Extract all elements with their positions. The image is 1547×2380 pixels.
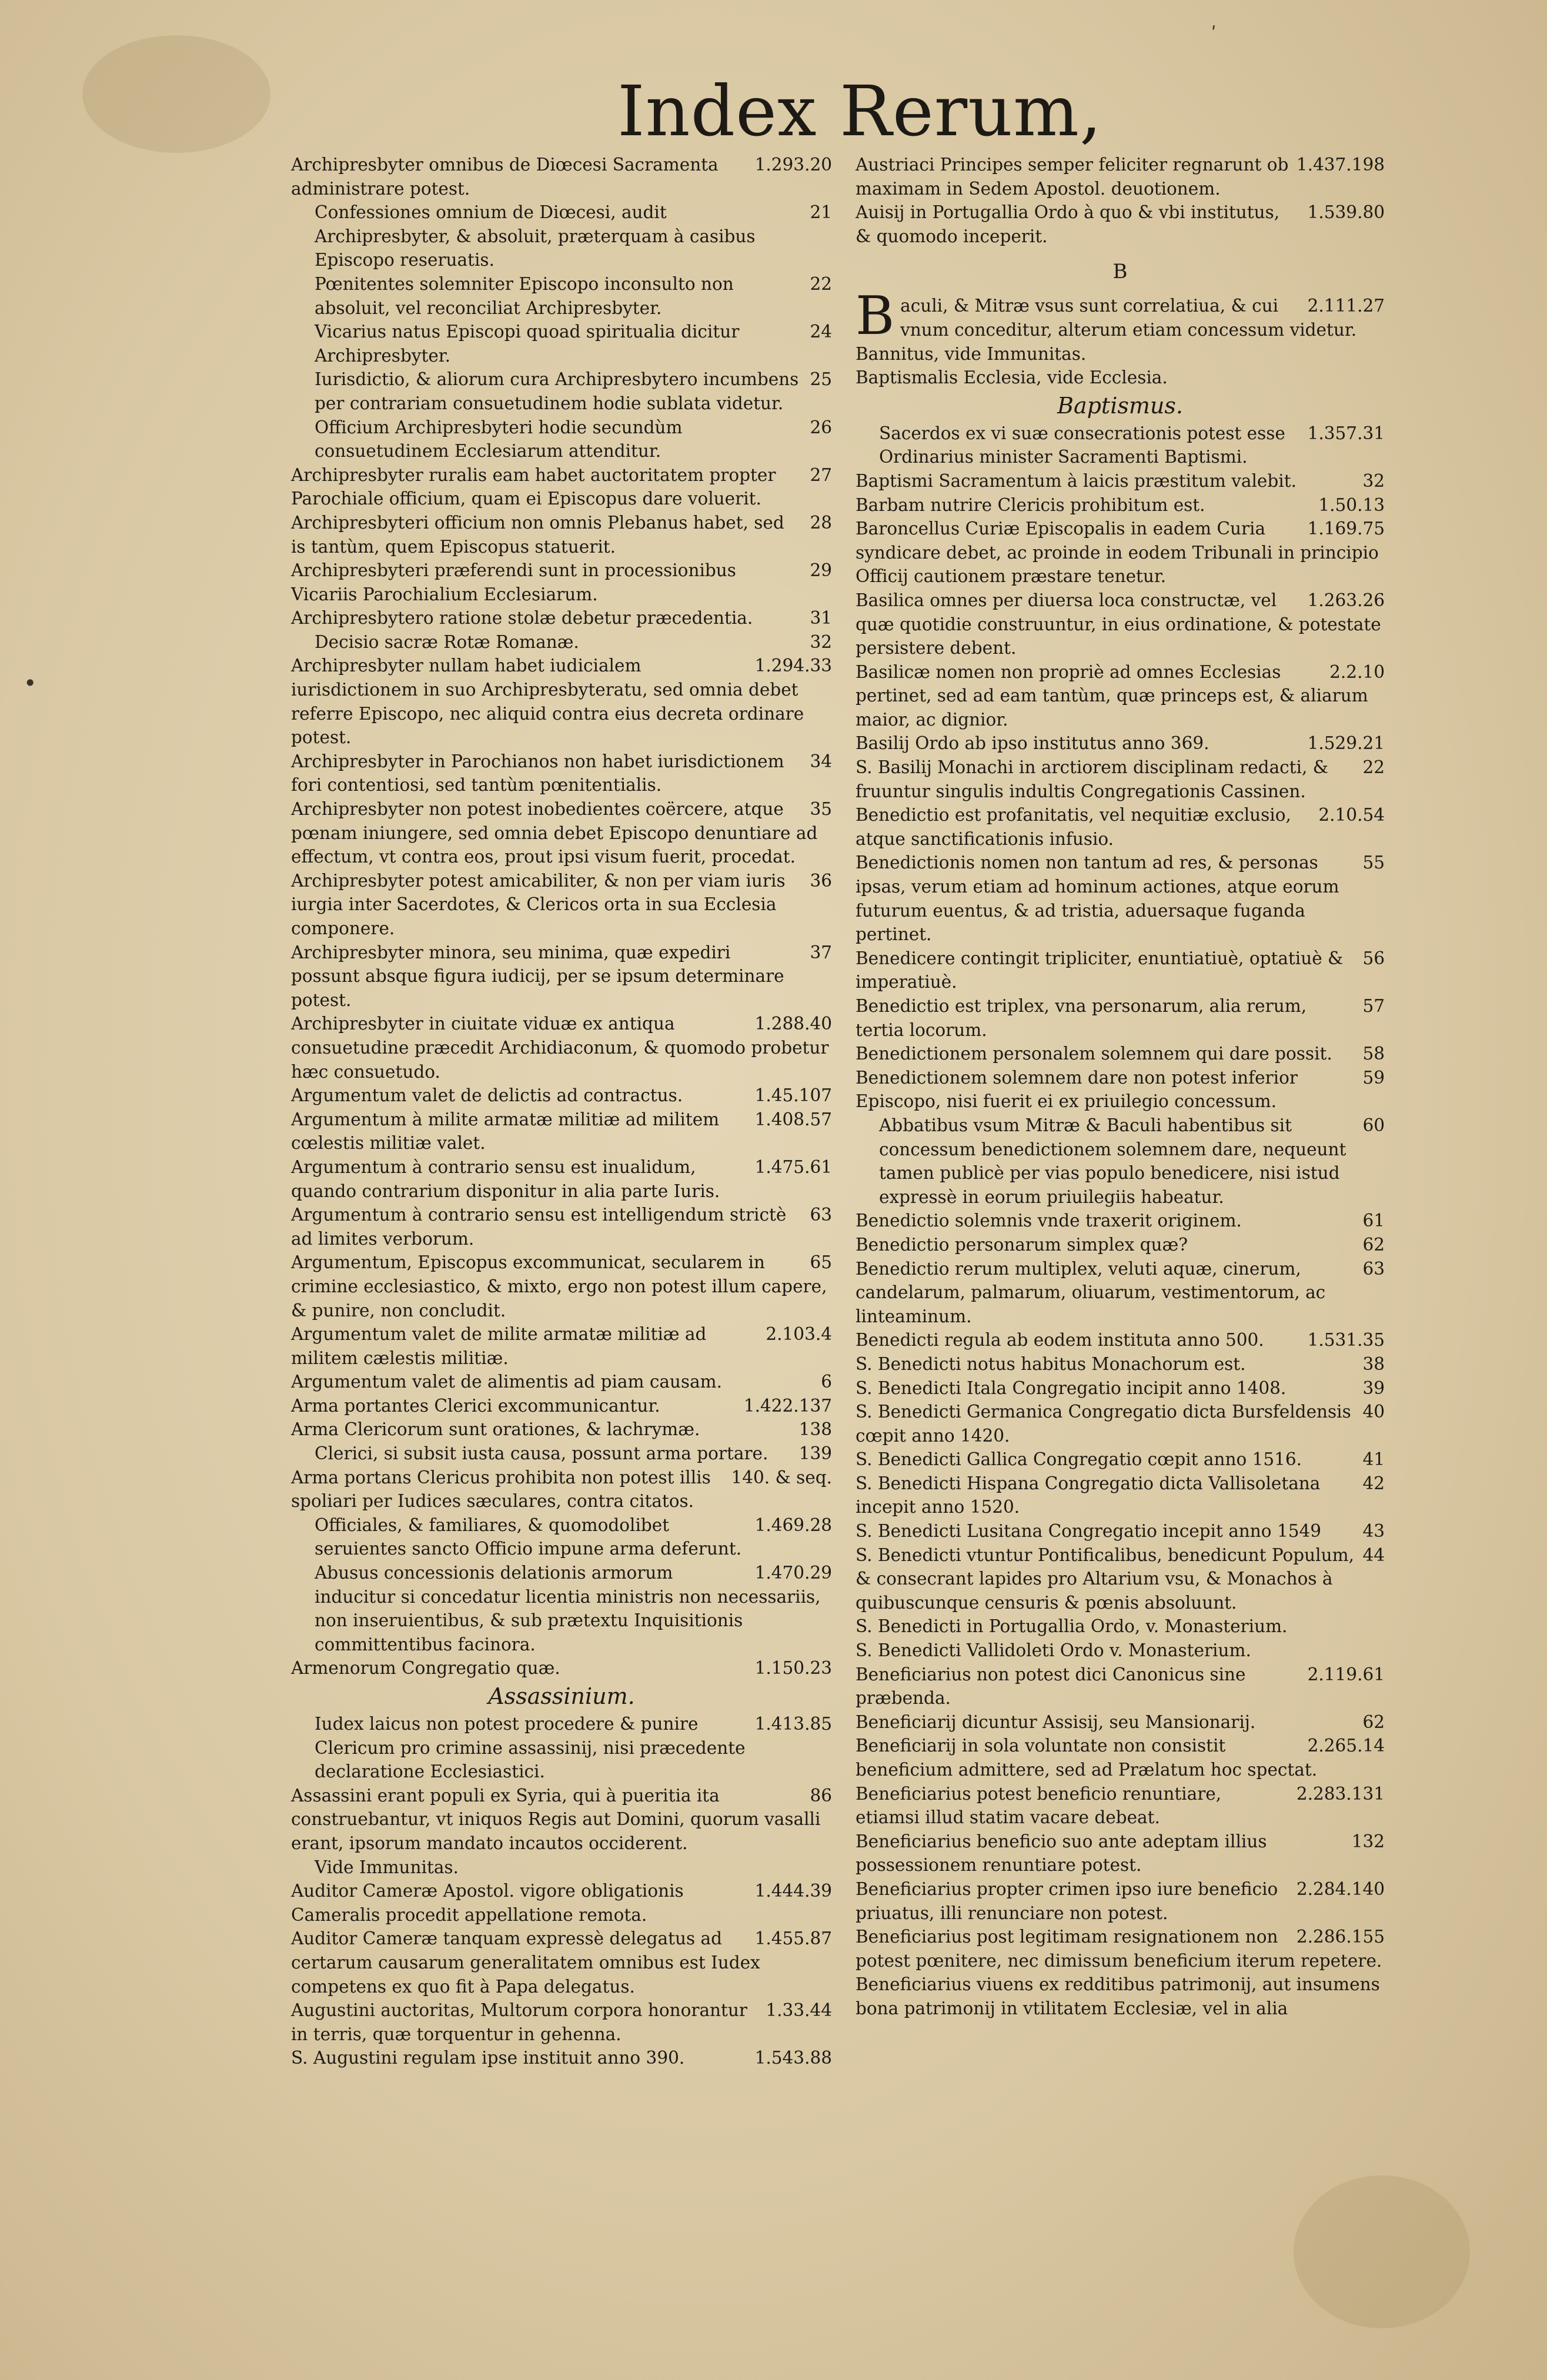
entry-reference: 57 [1362, 996, 1385, 1016]
entry-reference: 55 [1362, 853, 1385, 873]
index-entry [291, 1108, 832, 1155]
entry-reference: 60 [1362, 1115, 1385, 1135]
entry-text: Austriaci Principes semper feliciter regnarunt ob maximam in Sedem Apostol. deuotionem. [856, 155, 1289, 199]
index-entry [856, 366, 1385, 390]
section-letter: B [1112, 260, 1128, 284]
entry-text: Arma portans Clericus prohibita non potest illis spoliari per Iudices sæculares, contra citatos. [291, 1467, 711, 1512]
index-entry [856, 1639, 1385, 1663]
index-entry [291, 1561, 832, 1656]
entry-reference: 34 [810, 751, 832, 771]
index-entry [291, 1466, 832, 1513]
entry-reference: 43 [1362, 1521, 1385, 1542]
index-entry [291, 1513, 832, 1561]
margin-mark: ʹ [1211, 24, 1217, 44]
entry-reference: 1.33.44 [766, 2000, 832, 2021]
entry-reference: 62 [1362, 1712, 1385, 1732]
entry-reference: 1.455.87 [754, 1928, 832, 1949]
entry-text: Augustini auctoritas, Multorum corpora honorantur in terris, quæ torquentur in gehenna. [291, 2000, 747, 2044]
entry-reference: 26 [810, 417, 832, 437]
entry-reference: 1.263.26 [1307, 590, 1385, 610]
entry-text: Beneficiarij in sola voluntate non consistit beneficium admittere, sed ad Prælatum hoc spectat. [856, 1736, 1318, 1780]
entry-reference: 63 [810, 1205, 832, 1225]
entry-reference: 28 [810, 512, 832, 533]
right-column [856, 153, 1385, 2021]
entry-reference: 1.288.40 [754, 1014, 832, 1034]
entry-reference: 1.413.85 [754, 1714, 832, 1734]
entry-text: Archipresbyteri officium non omnis Plebanus habet, sed is tantùm, quem Episcopus statuerit. [291, 512, 784, 557]
index-entry [856, 493, 1385, 517]
entry-text: Beneficiarius post legitimam resignationem non potest pœnitere, nec dimissum beneficium iterum repetere. [856, 1927, 1382, 1971]
entry-text: S. Benedicti Gallica Congregatio cœpit anno 1516. [856, 1449, 1302, 1470]
entry-text: Baculi, & Mitræ vsus sunt correlatiua, & cui vnum conceditur, alterum etiam concessum videtur. [856, 285, 1357, 347]
entry-text: Confessiones omnium de Diœcesi, audit Archipresbyter, & absoluit, præterquam à casibus Episcopo reseruatis. [315, 202, 756, 270]
index-entry [856, 285, 1385, 347]
entry-text: Benedictionis nomen non tantum ad res, & personas ipsas, verum etiam ad hominum actiones, atque eorum futurum euentus, & ad tristia, aduersaque fuganda pertinet. [856, 853, 1339, 945]
index-entry [856, 1233, 1385, 1257]
entry-text: Abusus concessionis delationis armorum inducitur si concedatur licentia ministris non necessariis, non inseruientibus, & sub prætextu Inquisitionis committentibus facinora. [315, 1563, 821, 1654]
entry-text: Beneficiarius viuens ex redditibus patrimonij, aut insumens bona patrimonij in vtilitatem Ecclesiæ, vel in alia [856, 1974, 1380, 2018]
index-entry [856, 422, 1385, 469]
index-entry [856, 803, 1385, 851]
entry-text: Armenorum Congregatio quæ. [291, 1658, 560, 1679]
entry-reference: 63 [1362, 1258, 1385, 1279]
entry-reference: 2.111.27 [1307, 296, 1385, 316]
index-entry [291, 1394, 832, 1418]
entry-reference: 1.294.33 [754, 656, 832, 676]
entry-reference: 21 [810, 202, 832, 223]
entry-text: Archipresbyter ruralis eam habet auctoritatem propter Parochiale officium, quam ei Episcopus dare voluerit. [291, 464, 776, 509]
index-entry [856, 1257, 1385, 1329]
entry-reference: 1.529.21 [1307, 733, 1385, 754]
index-entry [856, 1830, 1385, 1877]
entry-text: Benedictio rerum multiplex, veluti aquæ, cinerum, candelarum, palmarum, oliuarum, vestimentorum, ac linteaminum. [856, 1258, 1326, 1326]
entry-reference: 35 [810, 799, 832, 820]
entry-text: Beneficiarius non potest dici Canonicus sine præbenda. [856, 1664, 1246, 1709]
index-entry [856, 153, 1385, 200]
index-entry [856, 1352, 1385, 1376]
index-entry [856, 756, 1385, 803]
entry-text: Barbam nutrire Clericis prohibitum est. [856, 494, 1205, 515]
entry-text: Benedictionem personalem solemnem qui dare possit. [856, 1044, 1332, 1064]
index-entry [291, 1656, 832, 1680]
entry-text: Argumentum à milite armatæ militiæ ad militem cœlestis militiæ valet. [291, 1109, 720, 1154]
entry-text: Benedictio est triplex, vna personarum, alia rerum, tertia locorum. [856, 996, 1307, 1040]
entry-text: Benedicti regula ab eodem instituta anno 500. [856, 1330, 1264, 1351]
paper-stain [1294, 2175, 1470, 2328]
entry-reference: 2.265.14 [1307, 1736, 1385, 1756]
entry-reference: 1.408.57 [754, 1109, 832, 1129]
entry-text: S. Augustini regulam ipse instituit anno 390. [291, 2048, 685, 2068]
entry-reference: 40 [1362, 1402, 1385, 1422]
index-entry [856, 1448, 1385, 1472]
index-entry [856, 1472, 1385, 1519]
index-entry [856, 1877, 1385, 1925]
entry-reference: 2.103.4 [766, 1324, 832, 1345]
right-column-main [856, 285, 1385, 2020]
index-entry [856, 1066, 1385, 1114]
entry-text: Auditor Cameræ Apostol. vigore obligationis Cameralis procedit appellatione remota. [291, 1881, 684, 1925]
entry-reference: 1.50.13 [1318, 494, 1385, 515]
right-column-top [856, 153, 1385, 248]
entry-text: Baptismalis Ecclesia, vide Ecclesia. [856, 367, 1168, 388]
entry-text: S. Benedicti Itala Congregatio incipit anno 1408. [856, 1378, 1287, 1398]
entry-reference: 2.284.140 [1296, 1878, 1385, 1899]
index-entry [291, 1998, 832, 2046]
entry-reference: 132 [1351, 1831, 1385, 1851]
entry-reference: 2.286.155 [1296, 1927, 1385, 1947]
index-entry [291, 1012, 832, 1084]
index-entry [856, 1400, 1385, 1448]
entry-text: Baptismi Sacramentum à laicis præstitum valebit. [856, 470, 1297, 491]
index-entry [856, 342, 1385, 366]
entry-text: Vide Immunitas. [315, 1857, 459, 1877]
entry-text: Sacerdos ex vi suæ consecrationis potest esse Ordinarius minister Sacramenti Baptismi. [879, 423, 1285, 467]
entry-text: Basilicæ nomen non propriè ad omnes Ecclesias pertinet, sed ad eam tantùm, quæ princeps est, & aliarum maior, ac dignior. [856, 661, 1368, 730]
entry-reference: 1.293.20 [754, 155, 832, 175]
entry-reference: 31 [810, 608, 832, 629]
entry-text: Benedictionem solemnem dare non potest inferior Episcopo, nisi fuerit ei ex priuilegio concessum. [856, 1067, 1298, 1112]
entry-text: S. Benedicti notus habitus Monachorum est. [856, 1353, 1246, 1374]
entry-text: Benedicere contingit tripliciter, enuntiatiuè, optatiuè & imperatiuè. [856, 948, 1344, 992]
entry-reference: 1.357.31 [1307, 423, 1385, 443]
entry-reference: 25 [810, 369, 832, 390]
index-entry [856, 731, 1385, 756]
entry-text: Officiales, & familiares, & quomodolibet seruientes sancto Officio impune arma deferunt. [315, 1515, 742, 1559]
index-entry [291, 511, 832, 559]
entry-reference: 86 [810, 1785, 832, 1806]
index-entry [291, 797, 832, 869]
index-entry [291, 559, 832, 606]
entry-reference: 1.45.107 [754, 1085, 832, 1106]
index-entry [856, 1114, 1385, 1209]
index-entry [856, 1734, 1385, 1781]
entry-text: Archipresbyter non potest inobedientes coërcere, atque pœnam iniungere, sed omnia debet Episcopo denuntiare ad effectum, vt contra eos, prout ipsi visum fuerit, procedat. [291, 799, 818, 867]
index-entry [856, 589, 1385, 660]
entry-text: Beneficiarij dicuntur Assisij, seu Mansionarij. [856, 1712, 1256, 1732]
entry-reference: 36 [810, 870, 832, 891]
index-entry [291, 1370, 832, 1394]
entry-text: S. Benedicti Hispana Congregatio dicta Vallisoletana incepit anno 1520. [856, 1473, 1321, 1517]
entry-reference: 27 [810, 464, 832, 485]
entry-text: Arma Clericorum sunt orationes, & lachrymæ. [291, 1419, 700, 1440]
entry-text: Argumentum à contrario sensu est inualidum, quando contrarium disponitur in alia parte Iuris. [291, 1156, 720, 1201]
entry-reference: 39 [1362, 1378, 1385, 1398]
entry-text: Clerici, si subsit iusta causa, possunt arma portare. [315, 1443, 769, 1464]
entry-reference: 32 [1362, 470, 1385, 491]
entry-reference: 37 [810, 942, 832, 962]
index-entry [856, 1209, 1385, 1233]
entry-reference: 22 [810, 273, 832, 294]
index-entry [856, 517, 1385, 589]
index-entry [291, 941, 832, 1012]
index-entry [291, 1155, 832, 1203]
entry-reference: 1.539.80 [1307, 202, 1385, 223]
entry-text: Arma portantes Clerici excommunicantur. [291, 1395, 660, 1416]
margin-dot: • [24, 670, 37, 696]
entry-text: Assassini erant populi ex Syria, qui à pueritia ita construebantur, vt iniquos Regis aut Domini, quorum vasalli erant, ipsorum mandato incautos occiderent. [291, 1785, 821, 1853]
entry-text: Archipresbyter potest amicabiliter, & non per viam iuris iurgia inter Sacerdotes, & Clericos orta in sua Ecclesia componere. [291, 870, 786, 938]
entry-text: Bannitus, vide Immunitas. [856, 343, 1087, 364]
entry-text: Abbatibus vsum Mitræ & Baculi habentibus sit concessum benedictionem solemnem dare, nequeunt tamen publicè per vias populo benedicere, nisi istud expressè in eorum priuilegiis habeatur. [879, 1115, 1346, 1207]
index-entry [291, 606, 832, 630]
entry-reference: 1.543.88 [754, 2048, 832, 2068]
entry-reference: 59 [1362, 1067, 1385, 1088]
index-entry [856, 851, 1385, 946]
entry-reference: 1.437.198 [1296, 155, 1385, 175]
entry-reference: 65 [810, 1252, 832, 1273]
section-heading: Baptismus. [1057, 392, 1183, 419]
index-entry [291, 750, 832, 797]
entry-reference: 140. & seq. [731, 1467, 832, 1488]
index-entry [291, 416, 832, 463]
entry-reference: 1.444.39 [754, 1881, 832, 1901]
index-entry [856, 947, 1385, 994]
entry-reference: 56 [1362, 948, 1385, 968]
index-entry [291, 1856, 832, 1880]
entry-text: Basilij Ordo ab ipso institutus anno 369. [856, 733, 1209, 754]
index-entry [856, 1925, 1385, 1973]
entry-reference: 2.10.54 [1318, 805, 1385, 825]
entry-reference: 1.422.137 [743, 1395, 832, 1416]
entry-text: Archipresbyter nullam habet iudicialem iurisdictionem in suo Archipresbyteratu, sed omnia debet referre Episcopo, nec aliquid contra eius decreta ordinare potest. [291, 656, 804, 748]
entry-text: Pœnitentes solemniter Episcopo inconsulto non absoluit, vel reconciliat Archipresbyter. [315, 273, 734, 318]
index-entry [856, 1376, 1385, 1400]
entry-reference: 58 [1362, 1044, 1385, 1064]
page-title: Index Rerum, [617, 71, 1102, 152]
entry-text: Benedictio est profanitatis, vel nequitiæ exclusio, atque sanctificationis infusio. [856, 805, 1291, 849]
index-entry [291, 869, 832, 941]
entry-text: Auisij in Portugallia Ordo à quo & vbi institutus, & quomodo inceperit. [856, 202, 1280, 246]
entry-text: S. Benedicti Lusitana Congregatio incepit anno 1549 [856, 1521, 1322, 1542]
paper-stain [82, 35, 270, 153]
index-entry [856, 1543, 1385, 1615]
entry-text: Iurisdictio, & aliorum cura Archipresbytero incumbens per contrariam consuetudinem hodie sublata videtur. [315, 369, 799, 413]
entry-reference: 2.2.10 [1329, 661, 1385, 682]
left-column [291, 153, 832, 2070]
index-entry [291, 630, 832, 654]
entry-reference: 41 [1362, 1449, 1385, 1470]
index-entry [856, 469, 1385, 493]
entry-reference: 138 [798, 1419, 832, 1440]
entry-reference: 1.469.28 [754, 1515, 832, 1535]
entry-text: Argumentum valet de delictis ad contractus. [291, 1085, 683, 1106]
index-entry [291, 320, 832, 367]
index-entry [291, 463, 832, 511]
entry-reference: 29 [810, 560, 832, 581]
index-entry [291, 1712, 832, 1784]
index-entry [291, 367, 832, 415]
index-entry [291, 1418, 832, 1442]
index-entry [291, 1084, 832, 1108]
entry-text: Iudex laicus non potest procedere & punire Clericum pro crimine assassinij, nisi præcedente declaratione Ecclesiastici. [315, 1714, 746, 1782]
entry-text: S. Benedicti vtuntur Pontificalibus, benedicunt Populum, & consecrant lapides pro Altarium vsu, & Monachos à quibuscunque censuris & pœnis absoluunt. [856, 1545, 1354, 1613]
entry-text: Beneficiarius potest beneficio renuntiare, etiamsi illud statim vacare debeat. [856, 1783, 1222, 1828]
entry-reference: 6 [821, 1372, 832, 1392]
index-entry [856, 1973, 1385, 2020]
entry-text: S. Basilij Monachi in arctiorem disciplinam redacti, & fruuntur singulis indultis Congregationis Cassinen. [856, 757, 1328, 801]
index-entry [291, 1784, 832, 1856]
section-heading: Assassinium. [488, 1683, 635, 1709]
index-entry [856, 660, 1385, 732]
index-entry [856, 1519, 1385, 1543]
index-entry [856, 1042, 1385, 1066]
entry-text: Vicarius natus Episcopi quoad spiritualia dicitur Archipresbyter. [315, 322, 740, 366]
entry-reference: 1.470.29 [754, 1563, 832, 1583]
entry-text: Archipresbyter omnibus de Diœcesi Sacramenta administrare potest. [291, 155, 719, 199]
entry-text: Benedictio personarum simplex quæ? [856, 1234, 1188, 1255]
entry-reference: 38 [1362, 1353, 1385, 1374]
entry-text: Argumentum, Episcopus excommunicat, secularem in crimine ecclesiastico, & mixto, ergo non potest illum capere, & punire, non concludit. [291, 1252, 827, 1321]
index-entry [291, 1203, 832, 1251]
entry-reference: 1.150.23 [754, 1658, 832, 1679]
entry-reference: 2.119.61 [1307, 1664, 1385, 1684]
entry-text: Archipresbytero ratione stolæ debetur præcedentia. [291, 608, 753, 629]
entry-reference: 24 [810, 322, 832, 342]
entry-text: Archipresbyter in Parochianos non habet iurisdictionem fori contentiosi, sed tantùm pœnitentialis. [291, 751, 784, 795]
entry-reference: 61 [1362, 1211, 1385, 1231]
index-entry [291, 153, 832, 200]
entry-reference: 1.169.75 [1307, 519, 1385, 539]
entry-reference: 2.283.131 [1296, 1783, 1385, 1804]
index-entry [291, 272, 832, 320]
entry-reference: 1.531.35 [1307, 1330, 1385, 1351]
index-entry [291, 1322, 832, 1370]
index-entry [856, 1782, 1385, 1830]
index-entry [856, 1328, 1385, 1352]
entry-text: S. Benedicti Vallidoleti Ordo v. Monasterium. [856, 1640, 1251, 1661]
entry-reference: 139 [798, 1443, 832, 1464]
index-entry [291, 1927, 832, 1998]
entry-text: Basilica omnes per diuersa loca constructæ, vel quæ quotidie construuntur, in eius ordinatione, & potestate persistere debent. [856, 590, 1381, 658]
entry-reference: 22 [1362, 757, 1385, 778]
entry-reference: 44 [1362, 1545, 1385, 1565]
entry-text: Beneficiarius beneficio suo ante adeptam illius possessionem renuntiare potest. [856, 1831, 1267, 1876]
entry-text: Auditor Cameræ tanquam expressè delegatus ad certarum causarum generalitatem omnibus est Iudex competens ex quo fit à Papa delegatus. [291, 1928, 760, 1997]
entry-text: Argumentum valet de alimentis ad piam causam. [291, 1372, 723, 1392]
index-entry [856, 1663, 1385, 1710]
index-entry [856, 1710, 1385, 1734]
index-entry [856, 994, 1385, 1042]
entry-text: Archipresbyter in ciuitate viduæ ex antiqua consuetudine præcedit Archidiaconum, & quomodo probetur hæc consuetudo. [291, 1014, 829, 1082]
entry-text: Decisio sacræ Rotæ Romanæ. [315, 631, 579, 652]
entry-text: Beneficiarius propter crimen ipso iure beneficio priuatus, illi renunciare non potest. [856, 1878, 1278, 1923]
index-entry [291, 1251, 832, 1322]
entry-reference: 42 [1362, 1473, 1385, 1493]
index-entry [856, 200, 1385, 248]
entry-text: Benedictio solemnis vnde traxerit originem. [856, 1211, 1242, 1231]
entry-text: Argumentum valet de milite armatæ militiæ ad militem cælestis militiæ. [291, 1324, 707, 1368]
index-entry [856, 1614, 1385, 1639]
entry-text: Archipresbyter minora, seu minima, quæ expediri possunt absque figura iudicij, per se ipsum determinare potest. [291, 942, 784, 1010]
index-entry [291, 1442, 832, 1466]
index-entry [291, 2046, 832, 2070]
index-entry [291, 654, 832, 749]
entry-text: Baroncellus Curiæ Episcopalis in eadem Curia syndicare debet, ac proinde in eodem Tribunali in principio Officij cautionem præstare tenetur. [856, 519, 1379, 587]
entry-text: S. Benedicti Germanica Congregatio dicta Bursfeldensis cœpit anno 1420. [856, 1402, 1351, 1446]
entry-text: S. Benedicti in Portugallia Ordo, v. Monasterium. [856, 1616, 1288, 1637]
entry-reference: 62 [1362, 1234, 1385, 1255]
entry-reference: 1.475.61 [754, 1156, 832, 1177]
index-entry [291, 200, 832, 272]
entry-text: Archipresbyteri præferendi sunt in processionibus Vicariis Parochialium Ecclesiarum. [291, 560, 736, 604]
entry-reference: 32 [810, 631, 832, 652]
index-entry [291, 1879, 832, 1927]
entry-text: Argumentum à contrario sensu est intelligendum strictè ad limites verborum. [291, 1205, 787, 1249]
entry-text: Officium Archipresbyteri hodie secundùm consuetudinem Ecclesiarum attenditur. [315, 417, 683, 462]
